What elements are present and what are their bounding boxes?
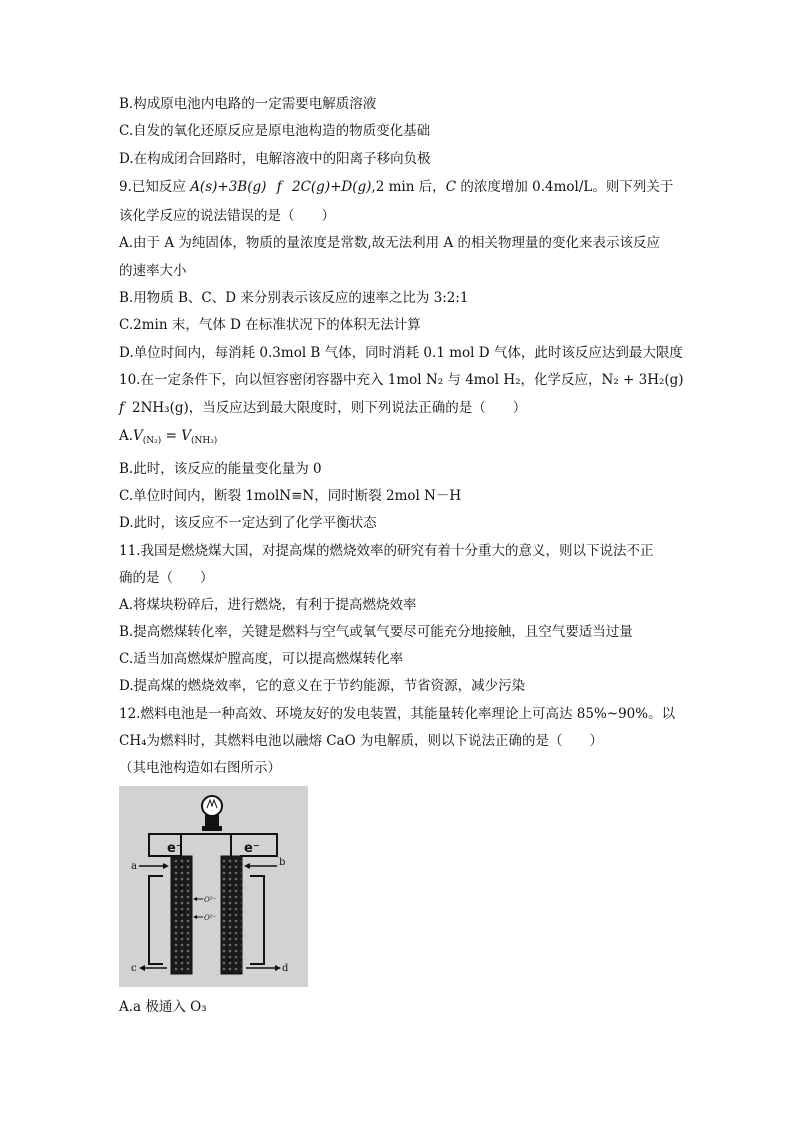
q8-option-c: C.自发的氧化还原反应是原电池构造的物质变化基础 xyxy=(119,123,431,139)
q11-option-b: B.提高燃煤转化率，关键是燃料与空气或氧气要尽可能充分地接触，且空气要适当过量 xyxy=(119,624,633,640)
q10-stem-line1: 10.在一定条件下，向以恒容密闭容器中充入 1mol N₂ 与 4mol H₂，化学反应，N₂ + 3H₂(g) xyxy=(119,372,684,388)
q10-option-d: D.此时，该反应不一定达到了化学平衡状态 xyxy=(119,515,377,531)
q12-stem-line2: CH₄为燃料时，其燃料电池以融熔 CaO 为电解质，则以下说法正确的是（ ） xyxy=(119,733,604,749)
q10-equilibrium-symbol: f xyxy=(119,400,124,416)
electron-label-left: e⁻ xyxy=(167,841,183,856)
q11-stem-line2: 确的是（ ） xyxy=(119,570,214,586)
q12-stem-line3: （其电池构造如右图所示） xyxy=(119,760,281,776)
q10-option-b: B.此时，该反应的能量变化量为 0 xyxy=(119,461,322,477)
q9-tail: 的浓度增加 0.4mol/L。则下列关于 xyxy=(456,179,674,195)
q8-option-b: B.构成原电池内电路的一定需要电解质溶液 xyxy=(119,96,377,112)
label-d: d xyxy=(282,963,289,974)
q12-option-a: A.a 极通入 O₃ xyxy=(119,999,207,1015)
q10-stem-line2 xyxy=(119,399,526,417)
rate-subscript-nh3: (NH₃) xyxy=(190,436,218,446)
q9-option-a-line2: 的速率大小 xyxy=(119,263,187,279)
q8-option-d: D.在构成闭合回路时，电解溶液中的阳离子移向负极 xyxy=(119,151,431,167)
q10-option-a-prefix: A. xyxy=(119,428,134,444)
right-electrode xyxy=(221,856,242,974)
q11-option-a: A.将煤块粉碎后，进行燃烧，有利于提高燃烧效率 xyxy=(119,597,417,613)
q9-option-b: B.用物质 B、C、D 来分别表示该反应的速率之比为 3:2:1 xyxy=(119,290,469,306)
q11-stem-line1: 11.我国是燃烧煤大国，对提高煤的燃烧效率的研究有着十分重大的意义，则以下说法不正 xyxy=(119,543,654,559)
q10-stem-text: 2NH₃(g)，当反应达到最大限度时，则下列说法正确的是（ ） xyxy=(132,400,527,416)
fuel-cell-diagram xyxy=(119,786,308,987)
rate-symbol-v1: V xyxy=(133,428,143,444)
rate-subscript-n2: (N₂) xyxy=(142,436,162,446)
q12-stem-line1: 12.燃料电池是一种高效、环境友好的发电装置，其能量转化率理论上可高达 85%~90%。以 xyxy=(119,706,676,722)
light-bulb-icon xyxy=(202,796,222,831)
q9-option-a-line1: A.由于 A 为纯固体，物质的量浓度是常数,故无法利用 A 的相关物理量的变化来表示该反应 xyxy=(119,235,660,251)
q11-option-d: D.提高煤的燃烧效率，它的意义在于节约能源，节省资源，减少污染 xyxy=(119,678,526,694)
q10-option-c: C.单位时间内，断裂 1molN≡N，同时断裂 2mol N－H xyxy=(119,488,462,504)
q9-stem-line2: 该化学反应的说法错误的是（ ） xyxy=(119,208,335,224)
q9-equation-left: A(s)+3B(g) xyxy=(190,179,267,195)
fuel-cell-svg xyxy=(119,786,308,987)
equals-sign: = xyxy=(161,428,182,444)
q9-option-c: C.2min 末，气体 D 在标准状况下的体积无法计算 xyxy=(119,317,421,333)
rate-symbol-v2: V xyxy=(181,428,191,444)
left-electrode xyxy=(171,856,192,974)
q9-stem-line1 xyxy=(119,178,673,196)
label-b: b xyxy=(279,857,286,868)
oxide-ion-label-1: O²⁻ xyxy=(204,896,217,904)
q9-option-d: D.单位时间内，每消耗 0.3mol B 气体，同时消耗 0.1 mol D 气体，此时该反应达到最大限度 xyxy=(119,345,683,361)
q9-equilibrium-symbol: f xyxy=(276,179,282,195)
q9-species-c: C xyxy=(445,179,457,195)
oxide-ion-label-2: O²⁻ xyxy=(204,914,217,922)
q9-rest: ,2 min 后， xyxy=(371,179,446,195)
q9-prefix: 9.已知反应 xyxy=(119,179,186,195)
q9-equation-right: 2C(g)+D(g) xyxy=(292,179,372,195)
electron-label-right: e⁻ xyxy=(244,841,260,856)
q10-option-a xyxy=(119,427,217,445)
label-c: c xyxy=(131,963,137,974)
label-a: a xyxy=(131,861,137,872)
q11-option-c: C.适当加高燃煤炉膛高度，可以提高燃煤转化率 xyxy=(119,651,404,667)
